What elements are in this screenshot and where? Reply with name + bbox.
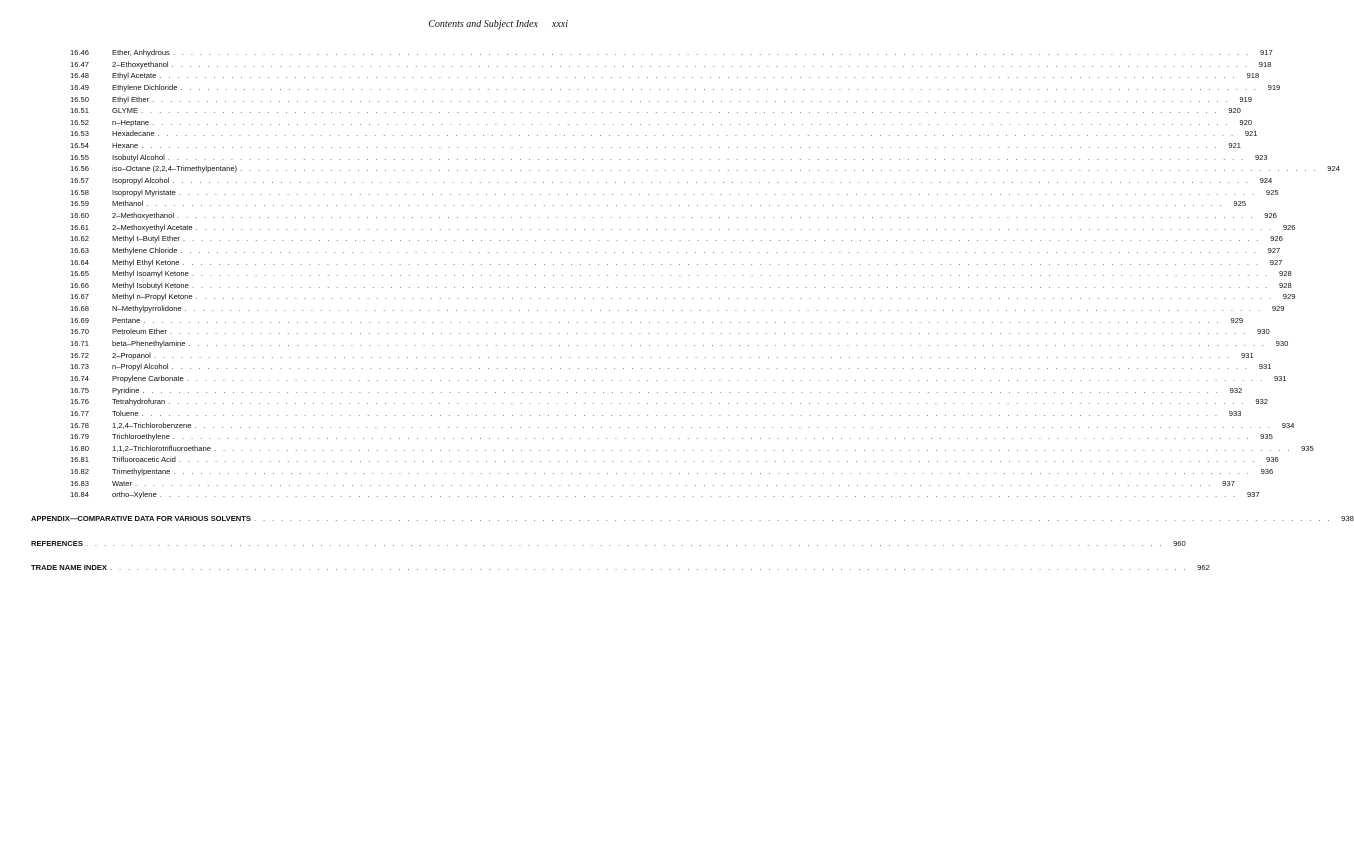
section-page: 960 bbox=[1173, 539, 1186, 548]
entry-title: Ether, Anhydrous bbox=[112, 48, 170, 57]
dot-leader: . . . . . . . . . . . . . . . . . . . . . . . . . . . . . . . . . . . . . . . . . . . . . . . . . . . . . . . . . . . . . . . . . . . . . . . . . . . . . . . . . . . . . . . . . . . . . . . . . . . . . . . . . . . . . . . . . . . . . . . . bbox=[182, 257, 1261, 267]
toc-entry bbox=[70, 443, 1314, 455]
dot-leader: . . . . . . . . . . . . . . . . . . . . . . . . . . . . . . . . . . . . . . . . . . . . . . . . . . . . . . . . . . . . . . . . . . . . . . . . . . . . . . . . . . . . . . . . . . . . . . . . . . . . . . . . . . . . . . . . . . . . . . . . bbox=[168, 397, 1247, 407]
entry-page: 918 bbox=[1258, 59, 1272, 69]
entry-number: 16.69 bbox=[70, 315, 90, 325]
entry-title: Trimethylpentane bbox=[112, 467, 171, 477]
toc-entry bbox=[70, 140, 1242, 152]
entry-number: 16.80 bbox=[70, 443, 90, 453]
toc-entry bbox=[70, 361, 1272, 373]
entry-number: 16.54 bbox=[70, 141, 90, 151]
dot-leader: . . . . . . . . . . . . . . . . . . . . . . . . . . . . . . . . . . . . . . . . . . . . . . . . . . . . . . . . . . . . . . . . . . . . . . . . . . . . . . . . . . . . . . . . . . . . . . . . . . . . . . . . . . . . . . . . . . . . . . . . bbox=[146, 199, 1225, 209]
section-page: 938 bbox=[1341, 514, 1354, 523]
entry-title: Isopropyl Myristate bbox=[112, 187, 176, 197]
toc-section bbox=[31, 563, 1210, 572]
entry-title: Propylene Carbonate bbox=[112, 373, 184, 383]
entry-title: Hexadecane bbox=[112, 129, 155, 139]
toc-entry bbox=[70, 175, 1273, 187]
entry-title: Toluene bbox=[112, 408, 139, 418]
dot-leader: . . . . . . . . . . . . . . . . . . . . . . . . . . . . . . . . . . . . . . . . . . . . . . . . . . . . . . . . . . . . . . . . . . . . . . . . . . . . . . . . . . . . . . . . . . . . . . . . . . . . . . . . . . . . . . . . . . . . . . . . bbox=[141, 408, 1220, 418]
entry-title: Methyl Isoamyl Ketone bbox=[112, 269, 189, 279]
entry-title: n–Propyl Alcohol bbox=[112, 362, 169, 372]
toc-entry bbox=[70, 489, 1260, 501]
entry-number: 16.52 bbox=[70, 117, 90, 127]
entry-page: 932 bbox=[1229, 385, 1243, 395]
toc-entry bbox=[70, 280, 1292, 292]
entry-page: 923 bbox=[1254, 152, 1268, 162]
dot-leader: . . . . . . . . . . . . . . . . . . . . . . . . . . . . . . . . . . . . . . . . . . . . . . . . . . . . . . . . . . . . . . . . . . . . . . . . . . . . . . . . . . . . . . . . . . . . . . . . . . . . . . . . . . . . . . . . . . . . . . . . bbox=[85, 539, 1164, 548]
entry-page: 934 bbox=[1281, 420, 1295, 430]
entry-number: 16.53 bbox=[70, 129, 90, 139]
running-header bbox=[428, 19, 568, 30]
dot-leader: . . . . . . . . . . . . . . . . . . . . . . . . . . . . . . . . . . . . . . . . . . . . . . . . . . . . . . . . . . . . . . . . . . . . . . . . . . . . . . . . . . . . . . . . . . . . . . . . . . . . . . . . . . . . . . . . . . . . . . . . bbox=[173, 467, 1252, 477]
entry-page: 937 bbox=[1222, 478, 1235, 488]
toc-entry bbox=[70, 396, 1269, 408]
entry-number: 16.63 bbox=[70, 245, 90, 255]
toc-entry bbox=[70, 105, 1241, 117]
toc-entry bbox=[70, 245, 1281, 257]
header-title: Contents and Subject Index bbox=[428, 19, 538, 30]
entry-page: 931 bbox=[1258, 362, 1272, 372]
entry-number: 16.58 bbox=[70, 187, 90, 197]
entry-number: 16.67 bbox=[70, 292, 90, 302]
toc-entry bbox=[70, 47, 1273, 59]
toc-entry bbox=[70, 338, 1289, 350]
entry-page: 924 bbox=[1259, 176, 1273, 186]
entry-title: Isobutyl Alcohol bbox=[112, 152, 165, 162]
entry-number: 16.51 bbox=[70, 106, 90, 116]
toc-entry bbox=[70, 222, 1296, 234]
entry-title: Methanol bbox=[112, 199, 144, 209]
toc-entry bbox=[70, 408, 1242, 420]
entry-number: 16.61 bbox=[70, 222, 90, 232]
toc-entry bbox=[70, 431, 1273, 443]
dot-leader: . . . . . . . . . . . . . . . . . . . . . . . . . . . . . . . . . . . . . . . . . . . . . . . . . . . . . . . . . . . . . . . . . . . . . . . . . . . . . . . . . . . . . . . . . . . . . . . . . . . . . . . . . . . . . . . . . . . . . . . . bbox=[180, 82, 1259, 92]
entry-title: Isopropyl Alcohol bbox=[112, 176, 170, 186]
toc-entry bbox=[70, 187, 1279, 199]
toc-entry bbox=[70, 59, 1272, 71]
entry-number: 16.74 bbox=[70, 373, 90, 383]
dot-leader: . . . . . . . . . . . . . . . . . . . . . . . . . . . . . . . . . . . . . . . . . . . . . . . . . . . . . . . . . . . . . . . . . . . . . . . . . . . . . . . . . . . . . . . . . . . . . . . . . . . . . . . . . . . . . . . . . . . . . . . . bbox=[213, 443, 1292, 453]
entry-title: beta–Phenethylamine bbox=[112, 339, 186, 349]
entry-page: 933 bbox=[1228, 408, 1242, 418]
toc-entry bbox=[70, 257, 1283, 269]
entry-page: 929 bbox=[1282, 292, 1296, 302]
entry-number: 16.66 bbox=[70, 280, 90, 290]
dot-leader: . . . . . . . . . . . . . . . . . . . . . . . . . . . . . . . . . . . . . . . . . . . . . . . . . . . . . . . . . . . . . . . . . . . . . . . . . . . . . . . . . . . . . . . . . . . . . . . . . . . . . . . . . . . . . . . . . . . . . . . . bbox=[172, 48, 1251, 57]
entry-title: 2–Ethoxyethanol bbox=[112, 59, 169, 69]
section-title: TRADE NAME INDEX bbox=[31, 563, 107, 572]
dot-leader: . . . . . . . . . . . . . . . . . . . . . . . . . . . . . . . . . . . . . . . . . . . . . . . . . . . . . . . . . . . . . . . . . . . . . . . . . . . . . . . . . . . . . . . . . . . . . . . . . . . . . . . . . . . . . . . . . . . . . . . . bbox=[184, 304, 1263, 314]
entry-page: 917 bbox=[1260, 48, 1273, 57]
entry-number: 16.48 bbox=[70, 71, 90, 81]
entry-number: 16.70 bbox=[70, 327, 90, 337]
entry-number: 16.65 bbox=[70, 269, 90, 279]
dot-leader: . . . . . . . . . . . . . . . . . . . . . . . . . . . . . . . . . . . . . . . . . . . . . . . . . . . . . . . . . . . . . . . . . . . . . . . . . . . . . . . . . . . . . . . . . . . . . . . . . . . . . . . . . . . . . . . . . . . . . . . . bbox=[152, 94, 1230, 104]
dot-leader: . . . . . . . . . . . . . . . . . . . . . . . . . . . . . . . . . . . . . . . . . . . . . . . . . . . . . . . . . . . . . . . . . . . . . . . . . . . . . . . . . . . . . . . . . . . . . . . . . . . . . . . . . . . . . . . . . . . . . . . . bbox=[142, 385, 1221, 395]
entry-title: 1,1,2–Trichlorotrifluoroethane bbox=[112, 443, 211, 453]
dot-leader: . . . . . . . . . . . . . . . . . . . . . . . . . . . . . . . . . . . . . . . . . . . . . . . . . . . . . . . . . . . . . . . . . . . . . . . . . . . . . . . . . . . . . . . . . . . . . . . . . . . . . . . . . . . . . . . . . . . . . . . . bbox=[171, 362, 1250, 372]
dot-leader: . . . . . . . . . . . . . . . . . . . . . . . . . . . . . . . . . . . . . . . . . . . . . . . . . . . . . . . . . . . . . . . . . . . . . . . . . . . . . . . . . . . . . . . . . . . . . . . . . . . . . . . . . . . . . . . . . . . . . . . . bbox=[177, 210, 1255, 220]
dot-leader: . . . . . . . . . . . . . . . . . . . . . . . . . . . . . . . . . . . . . . . . . . . . . . . . . . . . . . . . . . . . . . . . . . . . . . . . . . . . . . . . . . . . . . . . . . . . . . . . . . . . . . . . . . . . . . . . . . . . . . . . bbox=[152, 117, 1231, 127]
entry-page: 919 bbox=[1239, 94, 1252, 104]
entry-page: 925 bbox=[1265, 187, 1279, 197]
entry-page: 927 bbox=[1267, 245, 1281, 255]
entry-title: Ethylene Dichloride bbox=[112, 82, 178, 92]
entry-page: 926 bbox=[1270, 234, 1283, 244]
entry-page: 930 bbox=[1275, 339, 1289, 349]
entry-title: Ethyl Acetate bbox=[112, 71, 157, 81]
entry-page: 919 bbox=[1267, 82, 1281, 92]
entry-title: Methyl n–Propyl Ketone bbox=[112, 292, 193, 302]
toc-entry bbox=[70, 350, 1254, 362]
toc-entries bbox=[70, 47, 1340, 501]
header-page-number: xxxi bbox=[551, 19, 568, 30]
dot-leader: . . . . . . . . . . . . . . . . . . . . . . . . . . . . . . . . . . . . . . . . . . . . . . . . . . . . . . . . . . . . . . . . . . . . . . . . . . . . . . . . . . . . . . . . . . . . . . . . . . . . . . . . . . . . . . . . . . . . . . . . bbox=[167, 152, 1246, 162]
entry-page: 936 bbox=[1266, 455, 1279, 465]
dot-leader: . . . . . . . . . . . . . . . . . . . . . . . . . . . . . . . . . . . . . . . . . . . . . . . . . . . . . . . . . . . . . . . . . . . . . . . . . . . . . . . . . . . . . . . . . . . . . . . . . . . . . . . . . . . . . . . . . . . . . . . . bbox=[157, 129, 1236, 139]
entry-number: 16.46 bbox=[70, 48, 90, 57]
entry-number: 16.50 bbox=[70, 94, 90, 104]
dot-leader: . . . . . . . . . . . . . . . . . . . . . . . . . . . . . . . . . . . . . . . . . . . . . . . . . . . . . . . . . . . . . . . . . . . . . . . . . . . . . . . . . . . . . . . . . . . . . . . . . . . . . . . . . . . . . . . . . . . . . . . . bbox=[191, 269, 1270, 279]
entry-page: 928 bbox=[1279, 269, 1292, 279]
dot-leader: . . . . . . . . . . . . . . . . . . . . . . . . . . . . . . . . . . . . . . . . . . . . . . . . . . . . . . . . . . . . . . . . . . . . . . . . . . . . . . . . . . . . . . . . . . . . . . . . . . . . . . . . . . . . . . . . . . . . . . . . bbox=[186, 373, 1265, 383]
entry-title: 2–Propanol bbox=[112, 350, 151, 360]
entry-page: 924 bbox=[1327, 164, 1340, 174]
entry-number: 16.47 bbox=[70, 59, 90, 69]
entry-page: 918 bbox=[1246, 71, 1260, 81]
entry-title: iso–Octane (2,2,4–Trimethylpentane) bbox=[112, 164, 238, 174]
entry-number: 16.76 bbox=[70, 397, 90, 407]
entry-page: 926 bbox=[1264, 210, 1277, 220]
dot-leader: . . . . . . . . . . . . . . . . . . . . . . . . . . . . . . . . . . . . . . . . . . . . . . . . . . . . . . . . . . . . . . . . . . . . . . . . . . . . . . . . . . . . . . . . . . . . . . . . . . . . . . . . . . . . . . . . . . . . . . . . bbox=[141, 141, 1220, 151]
toc-entry bbox=[70, 373, 1287, 385]
entry-number: 16.59 bbox=[70, 199, 90, 209]
entry-page: 931 bbox=[1241, 350, 1254, 360]
dot-leader: . . . . . . . . . . . . . . . . . . . . . . . . . . . . . . . . . . . . . . . . . . . . . . . . . . . . . . . . . . . . . . . . . . . . . . . . . . . . . . . . . . . . . . . . . . . . . . . . . . . . . . . . . . . . . . . . . . . . . . . . bbox=[153, 350, 1232, 360]
toc-entry bbox=[70, 70, 1260, 82]
entry-number: 16.73 bbox=[70, 362, 90, 372]
entry-page: 920 bbox=[1239, 117, 1253, 127]
toc-entry bbox=[70, 385, 1243, 397]
entry-page: 921 bbox=[1244, 129, 1258, 139]
entry-number: 16.75 bbox=[70, 385, 90, 395]
entry-page: 937 bbox=[1246, 490, 1260, 500]
entry-title: Tetrahydrofuran bbox=[112, 397, 166, 407]
entry-title: Trichloroethylene bbox=[112, 432, 170, 442]
toc-entry bbox=[70, 163, 1340, 175]
dot-leader: . . . . . . . . . . . . . . . . . . . . . . . . . . . . . . . . . . . . . . . . . . . . . . . . . . . . . . . . . . . . . . . . . . . . . . . . . . . . . . . . . . . . . . . . . . . . . . . . . . . . . . . . . . . . . . . . . . . . . . . . bbox=[195, 222, 1274, 232]
dot-leader: . . . . . . . . . . . . . . . . . . . . . . . . . . . . . . . . . . . . . . . . . . . . . . . . . . . . . . . . . . . . . . . . . . . . . . . . . . . . . . . . . . . . . . . . . . . . . . . . . . . . . . . . . . . . . . . . . . . . . . . . bbox=[194, 420, 1273, 430]
entry-number: 16.79 bbox=[70, 432, 90, 442]
entry-number: 16.56 bbox=[70, 164, 90, 174]
dot-leader: . . . . . . . . . . . . . . . . . . . . . . . . . . . . . . . . . . . . . . . . . . . . . . . . . . . . . . . . . . . . . . . . . . . . . . . . . . . . . . . . . . . . . . . . . . . . . . . . . . . . . . . . . . . . . . . . . . . . . . . . bbox=[159, 71, 1238, 81]
toc-entry bbox=[70, 233, 1283, 245]
entry-title: 2–Methoxyethyl Acetate bbox=[112, 222, 193, 232]
entry-number: 16.71 bbox=[70, 339, 90, 349]
dot-leader: . . . . . . . . . . . . . . . . . . . . . . . . . . . . . . . . . . . . . . . . . . . . . . . . . . . . . . . . . . . . . . . . . . . . . . . . . . . . . . . . . . . . . . . . . . . . . . . . . . . . . . . . . . . . . . . . . . . . . . . . bbox=[172, 176, 1251, 186]
dot-leader: . . . . . . . . . . . . . . . . . . . . . . . . . . . . . . . . . . . . . . . . . . . . . . . . . . . . . . . . . . . . . . . . . . . . . . . . . . . . . . . . . . . . . . . . . . . . . . . . . . . . . . . . . . . . . . . . . . . . . . . . bbox=[171, 59, 1250, 69]
entry-number: 16.78 bbox=[70, 420, 90, 430]
dot-leader: . . . . . . . . . . . . . . . . . . . . . . . . . . . . . . . . . . . . . . . . . . . . . . . . . . . . . . . . . . . . . . . . . . . . . . . . . . . . . . . . . . . . . . . . . . . . . . . . . . . . . . . . . . . . . . . . . . . . . . . . bbox=[240, 164, 1318, 174]
toc-entry bbox=[70, 466, 1274, 478]
entry-page: 929 bbox=[1230, 315, 1244, 325]
entry-page: 932 bbox=[1255, 397, 1269, 407]
dot-leader: . . . . . . . . . . . . . . . . . . . . . . . . . . . . . . . . . . . . . . . . . . . . . . . . . . . . . . . . . . . . . . . . . . . . . . . . . . . . . . . . . . . . . . . . . . . . . . . . . . . . . . . . . . . . . . . . . . . . . . . . bbox=[188, 339, 1267, 349]
entry-title: n–Heptane bbox=[112, 117, 150, 127]
entry-number: 16.77 bbox=[70, 408, 90, 418]
entry-title: Pentane bbox=[112, 315, 141, 325]
toc-entry bbox=[70, 152, 1268, 164]
entry-page: 935 bbox=[1301, 443, 1314, 453]
toc-entry bbox=[70, 198, 1247, 210]
entry-title: Methylene Chloride bbox=[112, 245, 178, 255]
toc-entry bbox=[70, 303, 1285, 315]
dot-leader: . . . . . . . . . . . . . . . . . . . . . . . . . . . . . . . . . . . . . . . . . . . . . . . . . . . . . . . . . . . . . . . . . . . . . . . . . . . . . . . . . . . . . . . . . . . . . . . . . . . . . . . . . . . . . . . . . . . . . . . . bbox=[134, 478, 1213, 488]
dot-leader: . . . . . . . . . . . . . . . . . . . . . . . . . . . . . . . . . . . . . . . . . . . . . . . . . . . . . . . . . . . . . . . . . . . . . . . . . . . . . . . . . . . . . . . . . . . . . . . . . . . . . . . . . . . . . . . . . . . . . . . . bbox=[143, 315, 1222, 325]
toc-entry bbox=[70, 420, 1295, 432]
entry-page: 931 bbox=[1273, 373, 1287, 383]
dot-leader: . . . . . . . . . . . . . . . . . . . . . . . . . . . . . . . . . . . . . . . . . . . . . . . . . . . . . . . . . . . . . . . . . . . . . . . . . . . . . . . . . . . . . . . . . . . . . . . . . . . . . . . . . . . . . . . . . . . . . . . . bbox=[109, 563, 1188, 572]
entry-number: 16.83 bbox=[70, 478, 90, 488]
entry-title: Petroleum Ether bbox=[112, 327, 167, 337]
entry-title: Hexane bbox=[112, 141, 139, 151]
dot-leader: . . . . . . . . . . . . . . . . . . . . . . . . . . . . . . . . . . . . . . . . . . . . . . . . . . . . . . . . . . . . . . . . . . . . . . . . . . . . . . . . . . . . . . . . . . . . . . . . . . . . . . . . . . . . . . . . . . . . . . . . bbox=[180, 245, 1259, 255]
entry-number: 16.68 bbox=[70, 304, 90, 314]
entry-page: 926 bbox=[1282, 222, 1296, 232]
entry-title: GLYME bbox=[112, 106, 139, 116]
toc-entry bbox=[70, 478, 1235, 490]
toc-entry bbox=[70, 326, 1270, 338]
entry-page: 929 bbox=[1271, 304, 1285, 314]
toc-entry bbox=[70, 454, 1279, 466]
dot-leader: . . . . . . . . . . . . . . . . . . . . . . . . . . . . . . . . . . . . . . . . . . . . . . . . . . . . . . . . . . . . . . . . . . . . . . . . . . . . . . . . . . . . . . . . . . . . . . . . . . . . . . . . . . . . . . . . . . . . . . . . bbox=[178, 455, 1257, 465]
entry-number: 16.49 bbox=[70, 82, 90, 92]
entry-title: Methyl Isobutyl Ketone bbox=[112, 280, 189, 290]
dot-leader: . . . . . . . . . . . . . . . . . . . . . . . . . . . . . . . . . . . . . . . . . . . . . . . . . . . . . . . . . . . . . . . . . . . . . . . . . . . . . . . . . . . . . . . . . . . . . . . . . . . . . . . . . . . . . . . . . . . . . . . . bbox=[182, 234, 1261, 244]
entry-page: 935 bbox=[1260, 432, 1273, 442]
entry-title: Methyl t–Butyl Ether bbox=[112, 234, 180, 244]
toc-entry bbox=[70, 315, 1244, 327]
dot-leader: . . . . . . . . . . . . . . . . . . . . . . . . . . . . . . . . . . . . . . . . . . . . . . . . . . . . . . . . . . . . . . . . . . . . . . . . . . . . . . . . . . . . . . . . . . . . . . . . . . . . . . . . . . . . . . . . . . . . . . . . bbox=[169, 327, 1248, 337]
dot-leader: . . . . . . . . . . . . . . . . . . . . . . . . . . . . . . . . . . . . . . . . . . . . . . . . . . . . . . . . . . . . . . . . . . . . . . . . . . . . . . . . . . . . . . . . . . . . . . . . . . . . . . . . . . . . . . . . . . . . . . . . bbox=[159, 490, 1238, 500]
dot-leader: . . . . . . . . . . . . . . . . . . . . . . . . . . . . . . . . . . . . . . . . . . . . . . . . . . . . . . . . . . . . . . . . . . . . . . . . . . . . . . . . . . . . . . . . . . . . . . . . . . . . . . . . . . . . . . . . . . . . . . . . bbox=[172, 432, 1251, 442]
toc-entry bbox=[70, 94, 1252, 106]
section-title: APPENDIX—COMPARATIVE DATA FOR VARIOUS SOLVENTS bbox=[31, 514, 251, 523]
entry-title: N–Methylpyrrolidone bbox=[112, 304, 182, 314]
entry-number: 16.64 bbox=[70, 257, 90, 267]
entry-title: Ethyl Ether bbox=[112, 94, 150, 104]
entry-page: 927 bbox=[1269, 257, 1283, 267]
toc-entry bbox=[70, 82, 1281, 94]
entry-number: 16.82 bbox=[70, 467, 90, 477]
toc-entry bbox=[70, 128, 1258, 140]
entry-page: 925 bbox=[1233, 199, 1247, 209]
dot-leader: . . . . . . . . . . . . . . . . . . . . . . . . . . . . . . . . . . . . . . . . . . . . . . . . . . . . . . . . . . . . . . . . . . . . . . . . . . . . . . . . . . . . . . . . . . . . . . . . . . . . . . . . . . . . . . . . . . . . . . . . bbox=[195, 292, 1274, 302]
dot-leader: . . . . . . . . . . . . . . . . . . . . . . . . . . . . . . . . . . . . . . . . . . . . . . . . . . . . . . . . . . . . . . . . . . . . . . . . . . . . . . . . . . . . . . . . . . . . . . . . . . . . . . . . . . . . . . . . . . . . . . . . bbox=[191, 280, 1270, 290]
entry-title: Pyridine bbox=[112, 385, 140, 395]
entry-page: 936 bbox=[1260, 467, 1274, 477]
entry-title: 2–Methoxyethanol bbox=[112, 210, 175, 220]
entry-number: 16.60 bbox=[70, 210, 90, 220]
toc-entry bbox=[70, 210, 1277, 222]
toc-entry bbox=[70, 291, 1296, 303]
entry-number: 16.81 bbox=[70, 455, 90, 465]
entry-title: Trifluoroacetic Acid bbox=[112, 455, 176, 465]
entry-number: 16.72 bbox=[70, 350, 90, 360]
entry-page: 930 bbox=[1257, 327, 1270, 337]
section-page: 962 bbox=[1197, 563, 1210, 572]
entry-page: 920 bbox=[1228, 106, 1241, 116]
entry-title: 1,2,4–Trichlorobenzene bbox=[112, 420, 192, 430]
entry-page: 921 bbox=[1228, 141, 1242, 151]
entry-number: 16.62 bbox=[70, 234, 90, 244]
entry-number: 16.57 bbox=[70, 176, 90, 186]
dot-leader: . . . . . . . . . . . . . . . . . . . . . . . . . . . . . . . . . . . . . . . . . . . . . . . . . . . . . . . . . . . . . . . . . . . . . . . . . . . . . . . . . . . . . . . . . . . . . . . . . . . . . . . . . . . . . . . . . . . . . . . . bbox=[178, 187, 1257, 197]
entry-title: Methyl Ethyl Ketone bbox=[112, 257, 180, 267]
dot-leader: . . . . . . . . . . . . . . . . . . . . . . . . . . . . . . . . . . . . . . . . . . . . . . . . . . . . . . . . . . . . . . . . . . . . . . . . . . . . . . . . . . . . . . . . . . . . . . . . . . . . . . . . . . . . . . . . . . . . . . . . bbox=[141, 106, 1219, 116]
entry-title: Water bbox=[112, 478, 132, 488]
entry-number: 16.55 bbox=[70, 152, 90, 162]
toc-entry bbox=[70, 117, 1253, 129]
toc-section bbox=[31, 539, 1186, 548]
section-title: REFERENCES bbox=[31, 539, 83, 548]
toc-entry bbox=[70, 268, 1292, 280]
dot-leader: . . . . . . . . . . . . . . . . . . . . . . . . . . . . . . . . . . . . . . . . . . . . . . . . . . . . . . . . . . . . . . . . . . . . . . . . . . . . . . . . . . . . . . . . . . . . . . . . . . . . . . . . . . . . . . . . . . . . . . . . bbox=[253, 514, 1332, 523]
toc-section bbox=[31, 514, 1354, 523]
entry-title: ortho–Xylene bbox=[112, 490, 157, 500]
entry-page: 928 bbox=[1279, 280, 1292, 290]
entry-number: 16.84 bbox=[70, 490, 90, 500]
